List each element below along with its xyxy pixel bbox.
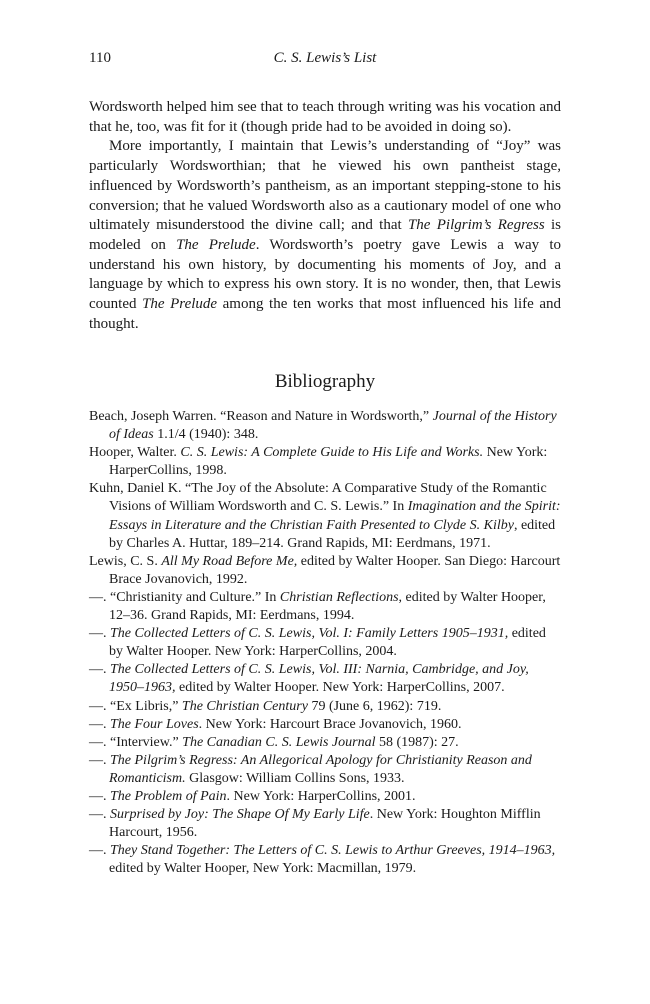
text-segment: . New York: Houghton Mifflin Harcourt, 1956. [109, 807, 541, 841]
text-segment: Kuhn, Daniel K. “The Joy of the Absolute: A Comparative Study of the Romantic Visions of William Wordsworth and C. S. Lewis.” In [89, 481, 547, 515]
text-segment: —. [89, 662, 110, 678]
text-segment: edited by Walter Hooper, New York: Macmillan, 1979. [109, 861, 417, 877]
text-segment: Hooper, Walter. [89, 445, 181, 461]
text-segment: edited by Walter Hooper. New York: HarperCollins, 2004. [109, 626, 546, 660]
bibliography-entry [89, 806, 561, 842]
italic-title: The Four Loves [110, 716, 199, 732]
text-segment: 58 (1987): 27. [375, 734, 459, 750]
text-segment: . New York: Harcourt Brace Jovanovich, 1960. [198, 716, 462, 732]
text-segment: is modeled on [89, 217, 561, 253]
italic-title: The Canadian C. S. Lewis Journal [182, 734, 376, 750]
bibliography-entry [89, 408, 561, 444]
italic-title: Surprised by Joy: The Shape Of My Early Life [110, 807, 370, 823]
text-segment: More importantly, I maintain that Lewis’s understanding of “Joy” was particularly Wordsworthian; that he viewed his own pantheist stage, influenced by Wordsworth’s pantheism, as an important stepping-stone to his conversion; that he valued Wordsworth also as a cautionary model of one who ultimately misunderstood the divine call; and that [89, 138, 561, 234]
text-segment: 79 (June 6, 1962): 719. [307, 698, 442, 714]
italic-title: The Problem of Pain [110, 788, 227, 804]
text-segment: —. “Christianity and Culture.” In [89, 589, 280, 605]
text-segment: Glasgow: William Collins Sons, 1933. [185, 770, 405, 786]
text-segment: —. [89, 626, 110, 642]
text-segment: —. [89, 843, 110, 859]
text-segment: New York: HarperCollins, 1998. [109, 445, 548, 479]
bibliography-entry [89, 553, 561, 589]
text-segment: —. [89, 807, 110, 823]
bibliography-entry [89, 480, 561, 552]
text-segment: edited by Walter Hooper. San Diego: Harcourt Brace Jovanovich, 1992. [109, 553, 561, 587]
italic-title: Christian Reflections [279, 589, 399, 605]
italic-title: The Christian Century [181, 698, 308, 714]
bibliography-entry [89, 444, 561, 480]
italic-title: The Pilgrim’s Regress [407, 217, 545, 234]
bibliography-entry [89, 589, 561, 625]
italic-title: The Prelude [142, 296, 218, 313]
text-segment: 1.1/4 (1940): 348. [153, 427, 259, 443]
bibliography-entry [89, 716, 561, 734]
running-title: C. S. Lewis’s List [273, 50, 377, 66]
text-segment: Lewis, C. S. [89, 553, 162, 569]
bibliography-entry [89, 698, 561, 716]
italic-title: The Prelude [176, 236, 256, 253]
text-segment: among the ten works that most influenced his life and thought. [89, 296, 561, 332]
body-paragraph [89, 137, 561, 334]
text-segment: edited by Walter Hooper. New York: HarperCollins, 2007. [175, 680, 505, 696]
text-segment: Beach, Joseph Warren. “Reason and Nature in Wordsworth,” [89, 409, 433, 424]
italic-title: C. S. Lewis: A Complete Guide to His Life and Works. [180, 445, 484, 461]
bibliography-entry [89, 661, 561, 697]
text-segment: —. [89, 752, 110, 768]
italic-title: Imagination and the Spirit: Essays in Literature and the Christian Faith Presented to Clyde S. Kilby [109, 499, 561, 533]
body-paragraph [89, 98, 561, 137]
text-segment: , edited by Charles A. Huttar, 189–214. Grand Rapids, MI: Eerdmans, 1971. [109, 517, 556, 551]
bibliography-heading: Bibliography [274, 371, 376, 392]
bibliography-entry [89, 625, 561, 661]
text-segment: —. [89, 788, 110, 804]
bibliography-list [89, 408, 561, 878]
text-segment: —. “Interview.” [89, 734, 183, 750]
text-segment: —. [89, 716, 110, 732]
italic-title: The Collected Letters of C. S. Lewis, Vol. I: Family Letters 1905–1931, [110, 626, 509, 642]
italic-title: The Pilgrim’s Regress: An Allegorical Apology for Christianity Reason and Romanticism. [109, 752, 532, 786]
text-segment: Wordsworth helped him see that to teach through writing was his vocation and that he, too, was fit for it (though pride had to be avoided in doing so). [89, 99, 561, 135]
body-text [89, 98, 561, 334]
bibliography-entry [89, 842, 561, 878]
bibliography-entry [89, 788, 561, 806]
italic-title: The Collected Letters of C. S. Lewis, Vol. III: Narnia, Cambridge, and Joy, 1950–1963, [109, 662, 529, 696]
italic-title: All My Road Before Me, [161, 553, 298, 569]
bibliography-entry [89, 734, 561, 752]
text-segment: . Wordsworth’s poetry gave Lewis a way to understand his own history, by documenting his moments of Joy, and a language by which to express his own story. It is no wonder, then, that Lewis counted [89, 236, 561, 313]
text-segment: . New York: HarperCollins, 2001. [226, 788, 416, 804]
italic-title: Journal of the History of Ideas [109, 409, 557, 443]
page-number: 110 [89, 50, 111, 66]
bibliography-entry [89, 752, 561, 788]
text-segment: , edited by Walter Hooper, 12–36. Grand Rapids, MI: Eerdmans, 1994. [109, 589, 546, 624]
italic-title: They Stand Together: The Letters of C. S. Lewis to Arthur Greeves, 1914–1963, [110, 843, 556, 859]
text-segment: —. “Ex Libris,” [89, 698, 182, 714]
